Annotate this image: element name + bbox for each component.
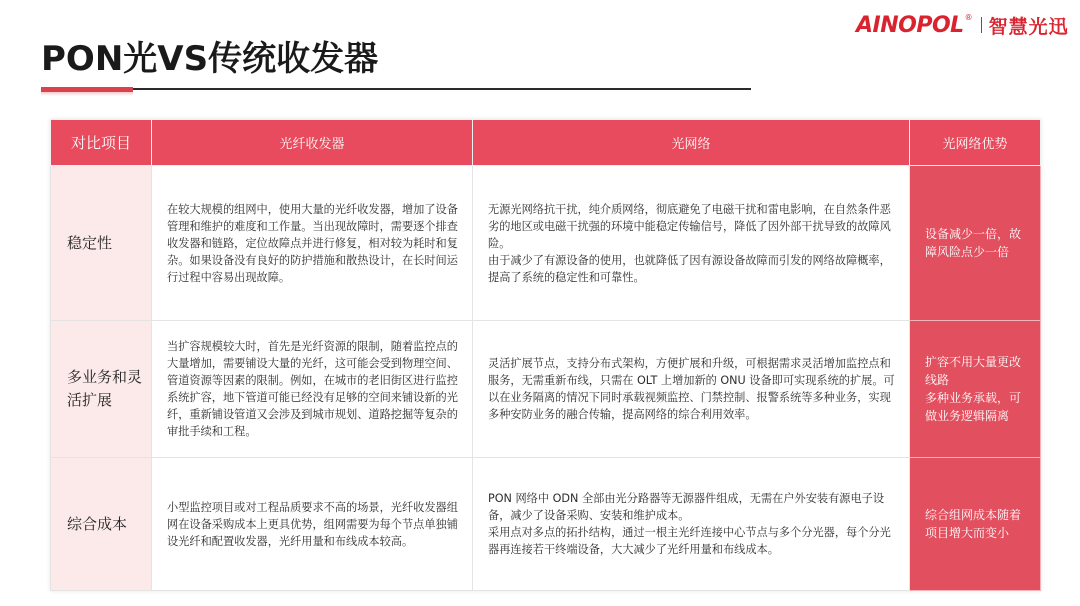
advantage-text: 多种业务承载，可做业务逻辑隔离 — [925, 391, 1022, 423]
header-transceiver: 光纤收发器 — [152, 120, 473, 166]
advantage-cell — [910, 166, 1041, 321]
network-paragraph: 灵活扩展节点，支持分布式架构，方便扩展和升级，可根据需求灵活增加监控点和服务，无需重新布线，只需在 OLT 上增加新的 ONU 设备即可实现系统的扩展。可以在业务隔离的情况下同时承载视频监控、门禁控制、报警系统等多种业务，实现多种安防业务的融合传输，提高网络的综合利用效率。 — [488, 357, 895, 421]
advantage-cell — [910, 458, 1041, 591]
transceiver-text: 当扩容规模较大时，首先是光纤资源的限制，随着监控点的大量增加，需要铺设大量的光纤，这可能会受到物理空间、管道资源等因素的限制。例如，在城市的老旧街区进行监控系统扩容，地下管道可能已经没有足够的空间来铺设新的光纤，重新铺设管道又会涉及到城市规划、道路挖掘等复杂的审批手续和工程。 — [167, 340, 458, 438]
logo-registered-mark: ® — [964, 12, 973, 22]
advantage-text: 综合组网成本随着项目增大而变小 — [925, 508, 1022, 540]
network-paragraph: 无源光网络抗干扰，纯介质网络，彻底避免了电磁干扰和雷电影响，在自然条件恶劣的地区或电磁干扰强的环境中能稳定传输信号，降低了因外部干扰导致的故障风险。 — [488, 202, 891, 250]
row-item-label: 稳定性 — [51, 166, 152, 321]
table-header-row — [51, 120, 1041, 166]
network-cell — [473, 321, 910, 458]
title-divider — [41, 88, 751, 90]
logo-chinese-text: 智慧光迅 — [988, 15, 1069, 38]
table-row-flexible-expansion — [51, 321, 1041, 458]
network-paragraph: 采用点对多点的拓扑结构，通过一根主光纤连接中心节点与多个分光器，每个分光器再连接若干终端设备，大大减少了光纤用量和布线成本。 — [488, 526, 891, 556]
transceiver-text: 在较大规模的组网中，使用大量的光纤收发器，增加了设备管理和维护的难度和工作量。当出现故障时，需要逐个排查收发器和链路，定位故障点并进行修复，相对较为耗时和复杂。如果设备没有良好的防护措施和散热设计，在长时间运行过程中容易出现故障。 — [167, 202, 458, 284]
transceiver-text: 小型监控项目或对工程品质要求不高的场景，光纤收发器组网在设备采购成本上更具优势，组网需要为每个节点单独铺设光纤和配置收发器，光纤用量和布线成本较高。 — [167, 500, 458, 548]
advantage-text: 扩容不用大量更改线路 — [925, 355, 1022, 387]
network-cell — [473, 458, 910, 591]
transceiver-cell — [152, 458, 473, 591]
table-row-stability — [51, 166, 1041, 321]
title-accent-shadow — [41, 92, 133, 96]
comparison-table — [50, 119, 1041, 591]
logo-separator — [981, 17, 982, 33]
row-item-label: 综合成本 — [51, 458, 152, 591]
table-row-overall-cost — [51, 458, 1041, 591]
logo-brand-text: AINOPOL — [856, 12, 964, 38]
advantage-text: 设备减少一倍，故障风险点少一倍 — [925, 227, 1022, 259]
network-paragraph: PON 网络中 ODN 全部由光分路器等无源器件组成，无需在户外安装有源电子设备，减少了设备采购、安装和维护成本。 — [488, 492, 885, 522]
page-title: PON光VS传统收发器 — [41, 39, 379, 79]
header-optical-network: 光网络 — [473, 120, 910, 166]
advantage-cell — [910, 321, 1041, 458]
network-cell — [473, 166, 910, 321]
brand-logo — [856, 10, 1069, 40]
header-network-advantage: 光网络优势 — [910, 120, 1041, 166]
network-paragraph: 由于减少了有源设备的使用，也就降低了因有源设备故障而引发的网络故障概率，提高了系统的稳定性和可靠性。 — [488, 253, 891, 284]
transceiver-cell — [152, 321, 473, 458]
header-compare-item: 对比项目 — [51, 120, 152, 166]
row-item-label: 多业务和灵活扩展 — [51, 321, 152, 458]
transceiver-cell — [152, 166, 473, 321]
